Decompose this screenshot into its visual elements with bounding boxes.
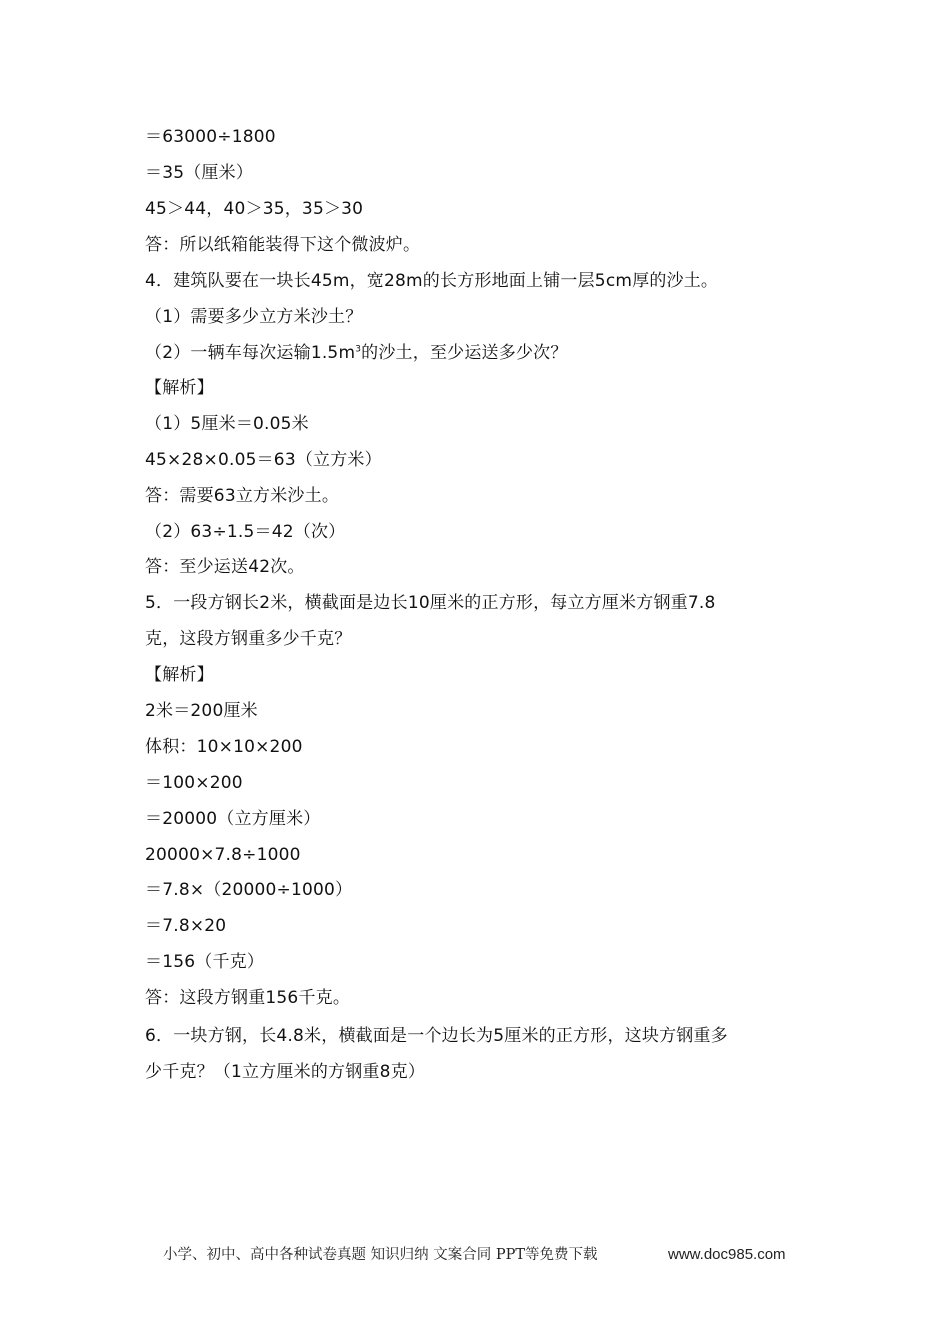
solution-line: ＝7.8×（20000÷1000） (145, 880, 353, 900)
analysis-heading: 【解析】 (145, 378, 214, 398)
solution-line: 体积：10×10×200 (145, 737, 303, 757)
comparison-line: 45＞44，40＞35，35＞30 (145, 199, 364, 219)
solution-line: （2）63÷1.5＝42（次） (145, 522, 346, 542)
solution-line: ＝20000（立方厘米） (145, 809, 321, 829)
solution-line: 2米＝200厘米 (145, 701, 258, 721)
question-5: 5．一段方钢长2米，横截面是边长10厘米的正方形，每立方厘米方钢重7.8 (145, 593, 716, 613)
question-4-part-2 (145, 335, 568, 371)
solution-line: （1）5厘米＝0.05米 (145, 414, 309, 434)
answer-line: 答：所以纸箱能装得下这个微波炉。 (145, 235, 421, 255)
answer-line: 答：需要63立方米沙土。 (145, 486, 340, 506)
question-4-part-1: （1）需要多少立方米沙土？ (145, 307, 363, 327)
solution-line: ＝7.8×20 (145, 916, 227, 936)
answer-line: 答：至少运送42次。 (145, 557, 305, 577)
analysis-heading: 【解析】 (145, 665, 214, 685)
answer-line: 答：这段方钢重156千克。 (145, 988, 351, 1008)
calc-line: ＝63000÷1800 (145, 127, 276, 147)
solution-line: ＝100×200 (145, 773, 243, 793)
question-5-cont: 克，这段方钢重多少千克？ (145, 629, 352, 649)
cubic-superscript: 3 (355, 344, 362, 355)
footer-url[interactable]: www.doc985.com (668, 1246, 786, 1263)
question-4-part-2-text-b: 的沙土，至少运送多少次？ (361, 343, 568, 363)
calc-line: ＝35（厘米） (145, 163, 254, 183)
question-4-part-2-text-a: （2）一辆车每次运输1.5m (145, 343, 356, 363)
solution-line: 45×28×0.05＝63（立方米） (145, 450, 382, 470)
question-4: 4．建筑队要在一块长45m，宽28m的长方形地面上铺一层5cm厚的沙土。 (145, 271, 719, 291)
solution-line: ＝156（千克） (145, 952, 265, 972)
question-6: 6．一块方钢，长4.8米，横截面是一个边长为5厘米的正方形，这块方钢重多 (145, 1026, 728, 1046)
solution-line: 20000×7.8÷1000 (145, 845, 301, 865)
footer-tagline: 小学、初中、高中各种试卷真题 知识归纳 文案合同 PPT等免费下载 (163, 1247, 598, 1263)
question-6-cont: 少千克？（1立方厘米的方钢重8克） (145, 1062, 426, 1082)
